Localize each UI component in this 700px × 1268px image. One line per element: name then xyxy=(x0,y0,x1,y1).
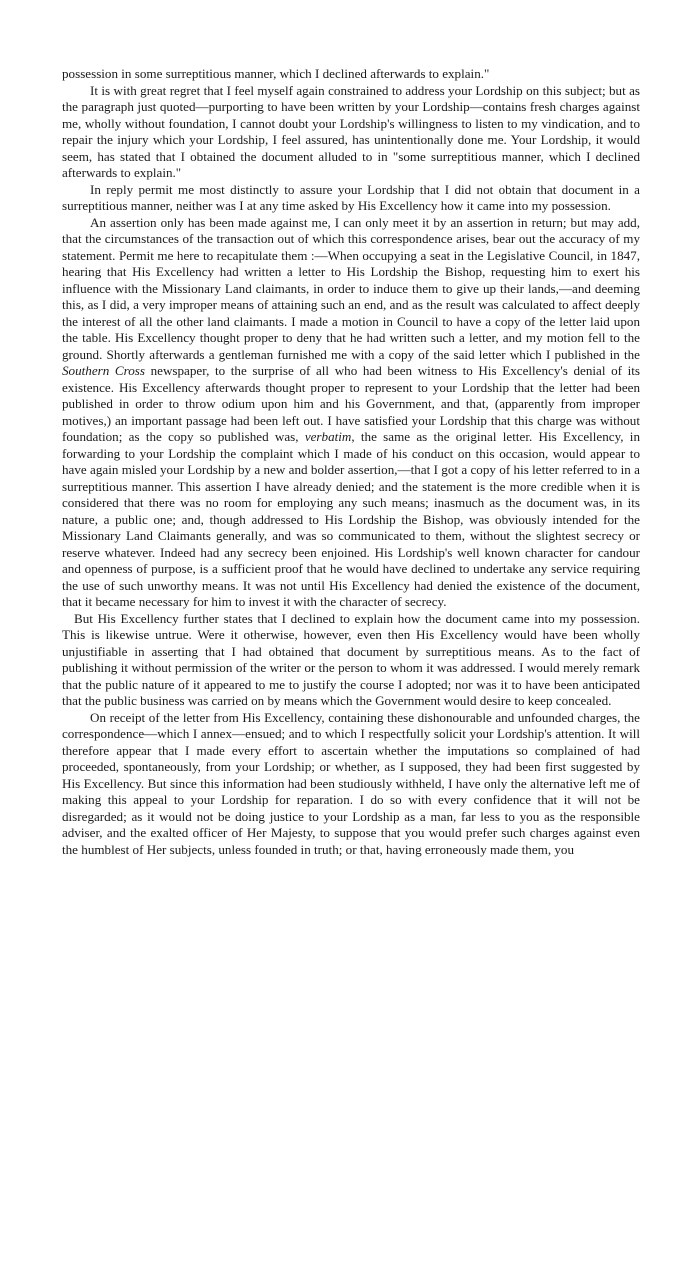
paragraph-text: On receipt of the letter from His Excellency, containing these dishonourable and unfounded charges, the correspondence—which I annex—ensued; and to which I respectfully solicit your Lordship's attention. It will therefore appear that I made every effort to ascertain whether the imputations so complained of had proceeded, spontaneously, from your Lordship; or whether, as I supposed, they had been first suggested by His Excellency. But since this information had been studiously withheld, I have only the alternative left me of making this appeal to your Lordship for reparation. I do so with every confidence that it will not be disregarded; as it would not be doing justice to your Lordship as a man, far less to you as the responsible adviser, and the exalted officer of Her Majesty, to suppose that you would prefer such charges against even the humblest of Her subjects, unless founded in truth; or that, having erroneously made them, you xyxy=(62,709,640,857)
paragraph-on-receipt xyxy=(62,710,640,859)
newspaper-name: Southern Cross xyxy=(62,363,145,378)
paragraph-assertion xyxy=(62,215,640,611)
paragraph-text: newspaper, to the surprise of all who had been witness to His Excellency's denial of its existence. His Excellency afterwards thought proper to represent to your Lordship that the letter had been published in order to throw odium upon him and his Government, and that, (apparently from improper motives,) an important passage had been left out. I have satisfied your Lordship that this charge was without foundation; as the copy so published was, xyxy=(62,363,640,444)
letter-body xyxy=(62,66,640,858)
paragraph-text: It is with great regret that I feel myself again constrained to address your Lordship on this subject; but as the paragraph just quoted—purporting to have been written by your Lordship—contains fresh charges against me, wholly without foundation, I cannot doubt your Lordship's willingness to listen to my vindication, and to repair the injury which your Lordship, I feel assured, has unintentionally done me. Your Lordship, it would seem, has stated that I obtained the document alluded to in "some surreptitious manner, which I declined afterwards to explain." xyxy=(62,82,640,180)
paragraph-text: , the same as the original letter. His Excellency, in forwarding to your Lordship the complaint which I made of his conduct on this occasion, would appear to have again misled your Lordship by a new and bolder assertion,—that I got a copy of his letter referred to in a surreptitious manner. This assertion I have already denied; and the statement is the more credible when it is considered that there was no room for employing any such means; inasmuch as the document was, in its nature, a public one; and, though addressed to His Lordship the Bishop, was obviously intended for the Missionary Land Claimants generally, and was so communicated to them, without the slightest secrecy or reserve whatever. Indeed had any secrecy been enjoined. His Lordship's well known character for candour and openness of purpose, is a sufficient proof that he would have declined to undertake any service requiring the use of such unworthy means. It was not until His Excellency had denied the existence of the document, that it became necessary for him to invest it with the character of secrecy. xyxy=(62,429,640,609)
paragraph-text: But His Excellency further states that I declined to explain how the document came into my possession. This is likewise untrue. Were it otherwise, however, even then His Excellency would have been wholly unjustifiable in asserting that I had obtained that document by surreptitious means. As to the fact of publishing it without permission of the writer or the person to whom it was addressed. I would merely remark that the public nature of it appeared to me to justify the course I adopted; nor was it to have been anticipated that the public business was carried on by means which the Government would desire to keep concealed. xyxy=(62,610,640,708)
paragraph-opening-quote-end xyxy=(62,66,640,83)
emphasis-verbatim: verbatim xyxy=(304,429,352,444)
paragraph-text: In reply permit me most distinctly to assure your Lordship that I did not obtain that document in a surreptitious manner, neither was I at any time asked by His Excellency how it came into my possession. xyxy=(62,181,640,213)
paragraph-further-states xyxy=(62,611,640,710)
paragraph-reply xyxy=(62,182,640,215)
paragraph-regret xyxy=(62,83,640,182)
paragraph-text: An assertion only has been made against me, I can only meet it by an assertion in return; but may add, that the circumstances of the transaction out of which this correspondence arises, bear out the accuracy of my statement. Permit me here to recapitulate them :—When occupying a seat in the Legislative Council, in 1847, hearing that His Excellency had written a letter to His Lordship the Bishop, requesting him to exert his influence with the Missionary Land claimants, in order to induce them to give up their lands,—and deeming this, as I did, a very improper means of attaining such an end, and as the result was calculated to affect deeply the interest of all the other land claimants. I made a motion in Council to have a copy of the letter laid upon the table. His Excellency thought proper to deny that he had written such a letter, and my motion fell to the ground. Shortly afterwards a gentleman furnished me with a copy of the said letter which I published in the xyxy=(62,214,640,362)
paragraph-text: possession in some surreptitious manner, which I declined afterwards to explain." xyxy=(62,66,490,81)
